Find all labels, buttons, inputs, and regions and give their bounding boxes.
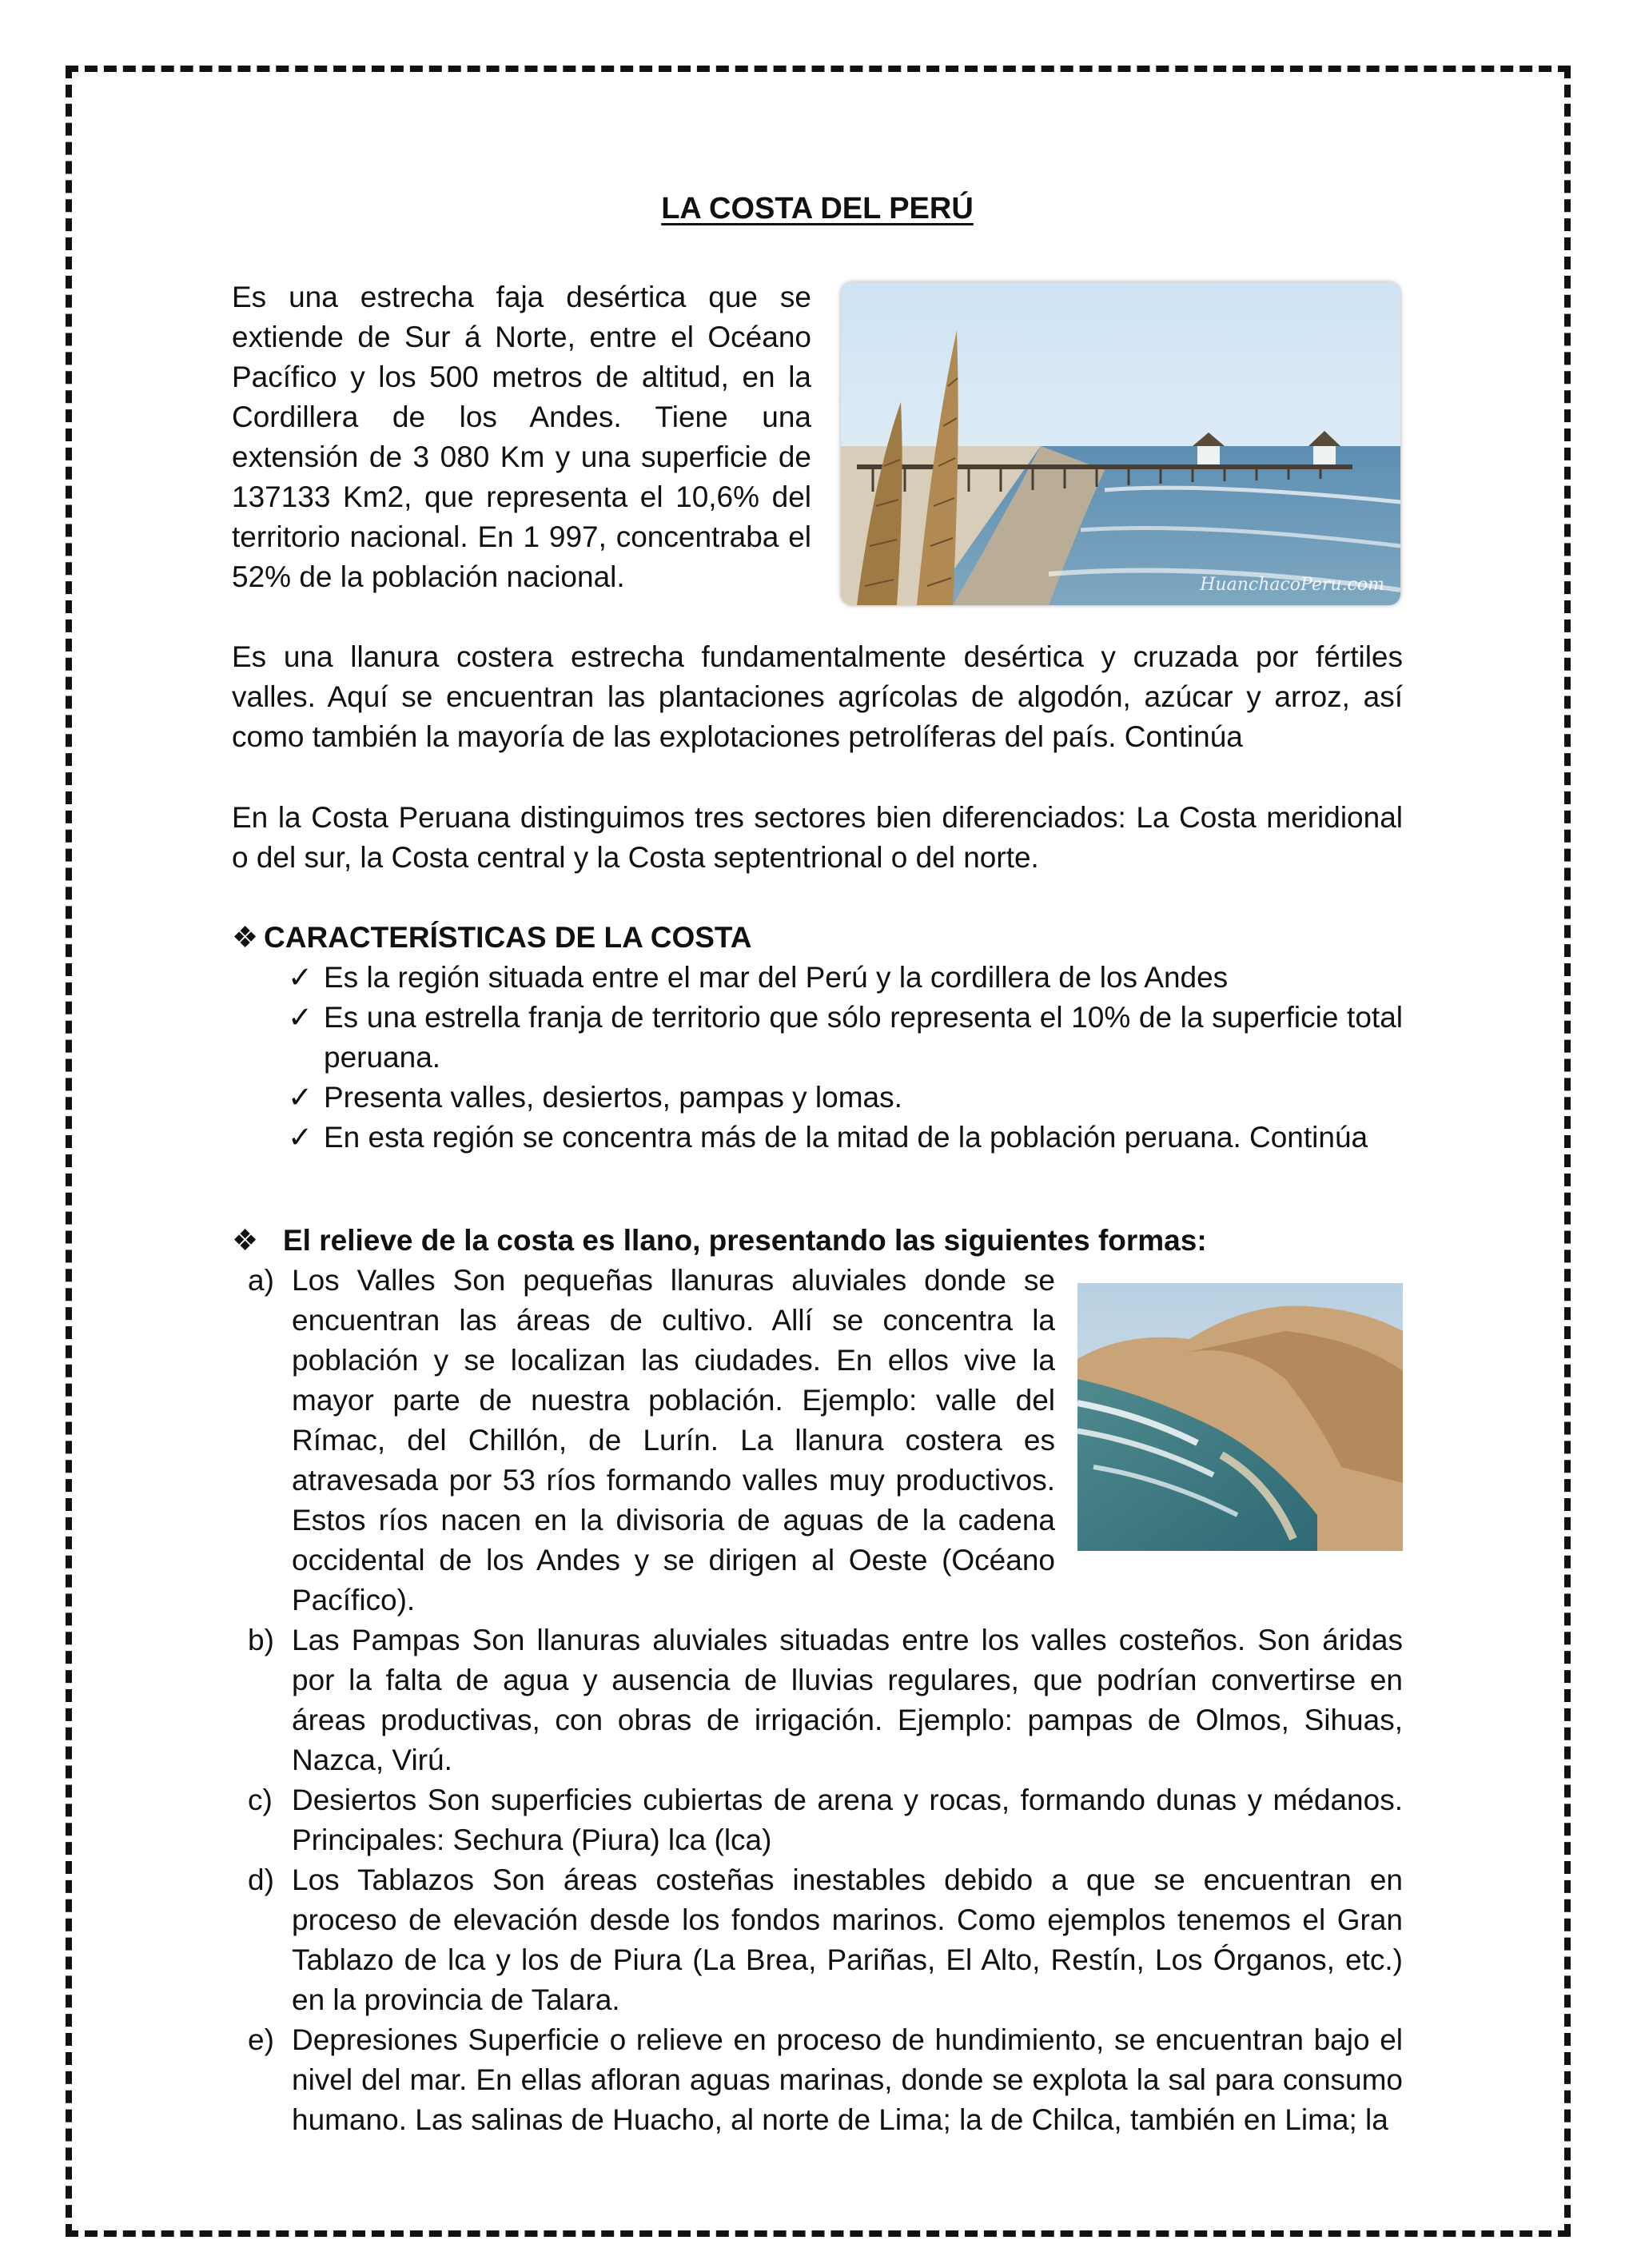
list-item: d) Los Tablazos Son áreas costeñas inestables debido a que se encuentran en proceso de elevación desde los fondos marinos. Como ejemplos tenemos el Gran Tablazo de lca y los de Piura (La Brea, Pariñas, El Alto, Restín, Los Órganos, etc.) en la provincia de Talara. [248, 1863, 1403, 2016]
paragraph-3: En la Costa Peruana distinguimos tres sectores bien diferenciados: La Costa meridional o del sur, la Costa central y la Costa septentrional o del norte. [232, 801, 1403, 874]
list-item: b) Las Pampas Son llanuras aluviales situadas entre los valles costeños. Son áridas por la falta de agua y ausencia de lluvias regulares, que podrían convertirse en áreas productivas, con obras de irrigación. Ejemplo: pampas de Olmos, Sihuas, Nazca, Virú. [248, 1624, 1403, 1776]
pier-illustration [841, 282, 1400, 605]
relief-list [248, 1261, 1403, 2140]
page-title: LA COSTA DEL PERÚ [661, 192, 974, 225]
checkmark-icon: ✓ [288, 1121, 313, 1154]
characteristics-heading: ❖ CARACTERÍSTICAS DE LA COSTA [232, 918, 752, 958]
characteristics-list [288, 958, 1403, 1158]
relief-heading: ❖ El relieve de la costa es llano, presentando las siguientes formas: [232, 1221, 1207, 1261]
checkmark-icon: ✓ [288, 1001, 313, 1034]
photo-watermark: HuanchacoPeru.com [1200, 575, 1384, 595]
list-item: ✓ En esta región se concentra más de la mitad de la población peruana. Continúa [288, 1118, 1403, 1158]
checkmark-icon: ✓ [288, 961, 313, 994]
checkmark-icon: ✓ [288, 1081, 313, 1114]
diamond-bullet-icon: ❖ [232, 1224, 259, 1257]
list-item: ✓ Es la región situada entre el mar del Perú y la cordillera de los Andes [288, 958, 1403, 998]
diamond-bullet-icon: ❖ [232, 921, 259, 954]
intro-paragraph: Es una estrecha faja desértica que se extiende de Sur á Norte, entre el Océano Pacífico y los 500 metros de altitud, en la Cordillera de los Andes. Tiene una extensión de 3 080 Km y una superficie de 137133 Km2, que representa el 10,6% del territorio nacional. En 1 997, concentraba el 52% de la población nacional. [232, 281, 811, 593]
paragraph-2: Es una llanura costera estrecha fundamentalmente desértica y cruzada por fértiles valles. Aquí se encuentran las plantaciones agrícolas de algodón, azúcar y arroz, así como también la mayoría de las explotaciones petrolíferas del país. Continúa [232, 640, 1403, 753]
list-item: c) Desiertos Son superficies cubiertas de arena y rocas, formando dunas y médanos. Principales: Sechura (Piura) lca (lca) [248, 1784, 1403, 1856]
list-item: a) Los Valles Son pequeñas llanuras aluviales donde se encuentran las áreas de cultivo. Allí se concentra la población y se localizan las ciudades. En ellos vive la mayor parte de nuestra población. Ejemplo: valle del Rímac, del Chillón, de Lurín. La llanura costera es atravesada por 53 ríos formando valles muy productivos. Estos ríos nacen en la divisoria de aguas de la cadena occidental de los Andes y se dirigen al Oeste (Océano Pacífico). [248, 1264, 1055, 1616]
pier-beach-photo [841, 282, 1400, 605]
list-item: ✓ Presenta valles, desiertos, pampas y lomas. [288, 1078, 1403, 1118]
list-item: ✓ Es una estrella franja de territorio que sólo representa el 10% de la superficie total peruana. [288, 998, 1403, 1078]
list-item: e) Depresiones Superficie o relieve en proceso de hundimiento, se encuentran bajo el nivel del mar. En ellas afloran aguas marinas, donde se explota la sal para consumo humano. Las salinas de Huacho, al norte de Lima; la de Chilca, también en Lima; la [248, 2023, 1403, 2136]
